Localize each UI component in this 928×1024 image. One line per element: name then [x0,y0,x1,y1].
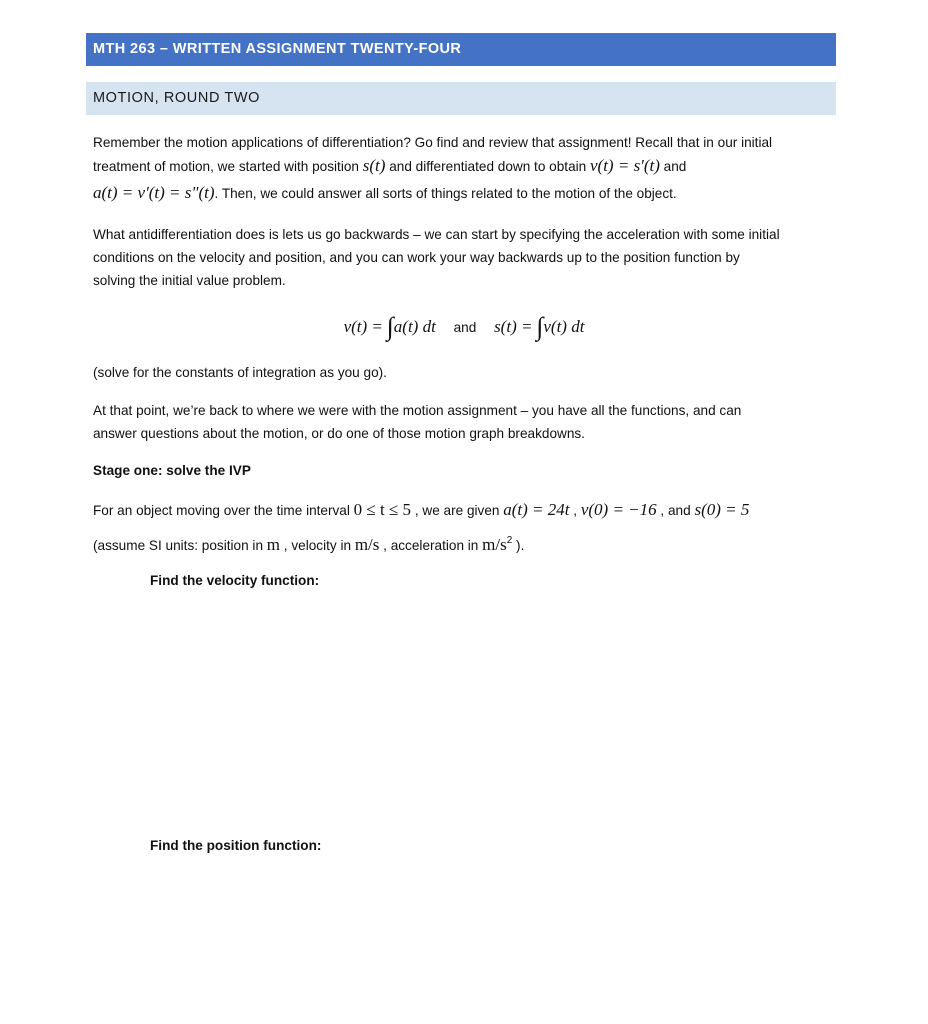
section-title: MOTION, ROUND TWO [86,82,836,115]
assignment-title: MTH 263 – WRITTEN ASSIGNMENT TWENTY-FOUR [86,33,836,66]
back-to-paragraph: At that point, we’re back to where we were with the motion assignment – you have all the functions, and can answer questions about the motion, or do one of those motion graph breakdowns. [93,403,742,441]
position-expr: s(t) [362,156,386,175]
find-velocity-prompt: Find the velocity function: [150,573,320,588]
ivp-given [93,498,838,557]
stage-one-heading: Stage one: solve the IVP [93,463,251,478]
antidiff-line-1: What antidifferentiation does is lets us go backwards – we can start by specifying the acceleration with some initial [93,227,780,242]
velocity-derivative-expr: v(t) = s'(t) [590,156,660,175]
antidiff-line-2: conditions on the velocity and position, and you can work your way backwards up to the position function by [93,250,740,265]
ivp-line-1: For an object moving over the time interval 0 ≤ t ≤ 5 , we are given a(t) = 24t , v(0) = −16 , and s(0) = 5 [93,500,750,519]
intro-paragraph [93,131,838,205]
integral-sign-icon: ∫ [536,312,544,341]
find-position-prompt: Find the position function: [150,838,322,853]
intro-line-2: treatment of motion, we started with position s(t) and differentiated down to obtain v(t) = s'(t) and [93,156,687,175]
acceleration-derivative-expr: a(t) = v'(t) = s"(t) [93,183,215,202]
integral-sign-icon: ∫ [386,312,394,341]
constants-note: (solve for the constants of integration as you go). [93,365,387,380]
ivp-line-2: (assume SI units: position in m , velocity in m/s , acceleration in $m/s^2$ ). [93,535,525,554]
antidifferentiation-paragraph [93,223,838,292]
integral-formula: v(t) = ∫a(t) dt and s(t) = ∫v(t) dt [343,312,585,341]
intro-line-1: Remember the motion applications of differentiation? Go find and review that assignment! Recall that in our initial [93,135,773,150]
antidiff-line-3: solving the initial value problem. [93,273,286,288]
intro-line-3: a(t) = v'(t) = s"(t). Then, we could answer all sorts of things related to the motion of the object. [93,183,677,202]
